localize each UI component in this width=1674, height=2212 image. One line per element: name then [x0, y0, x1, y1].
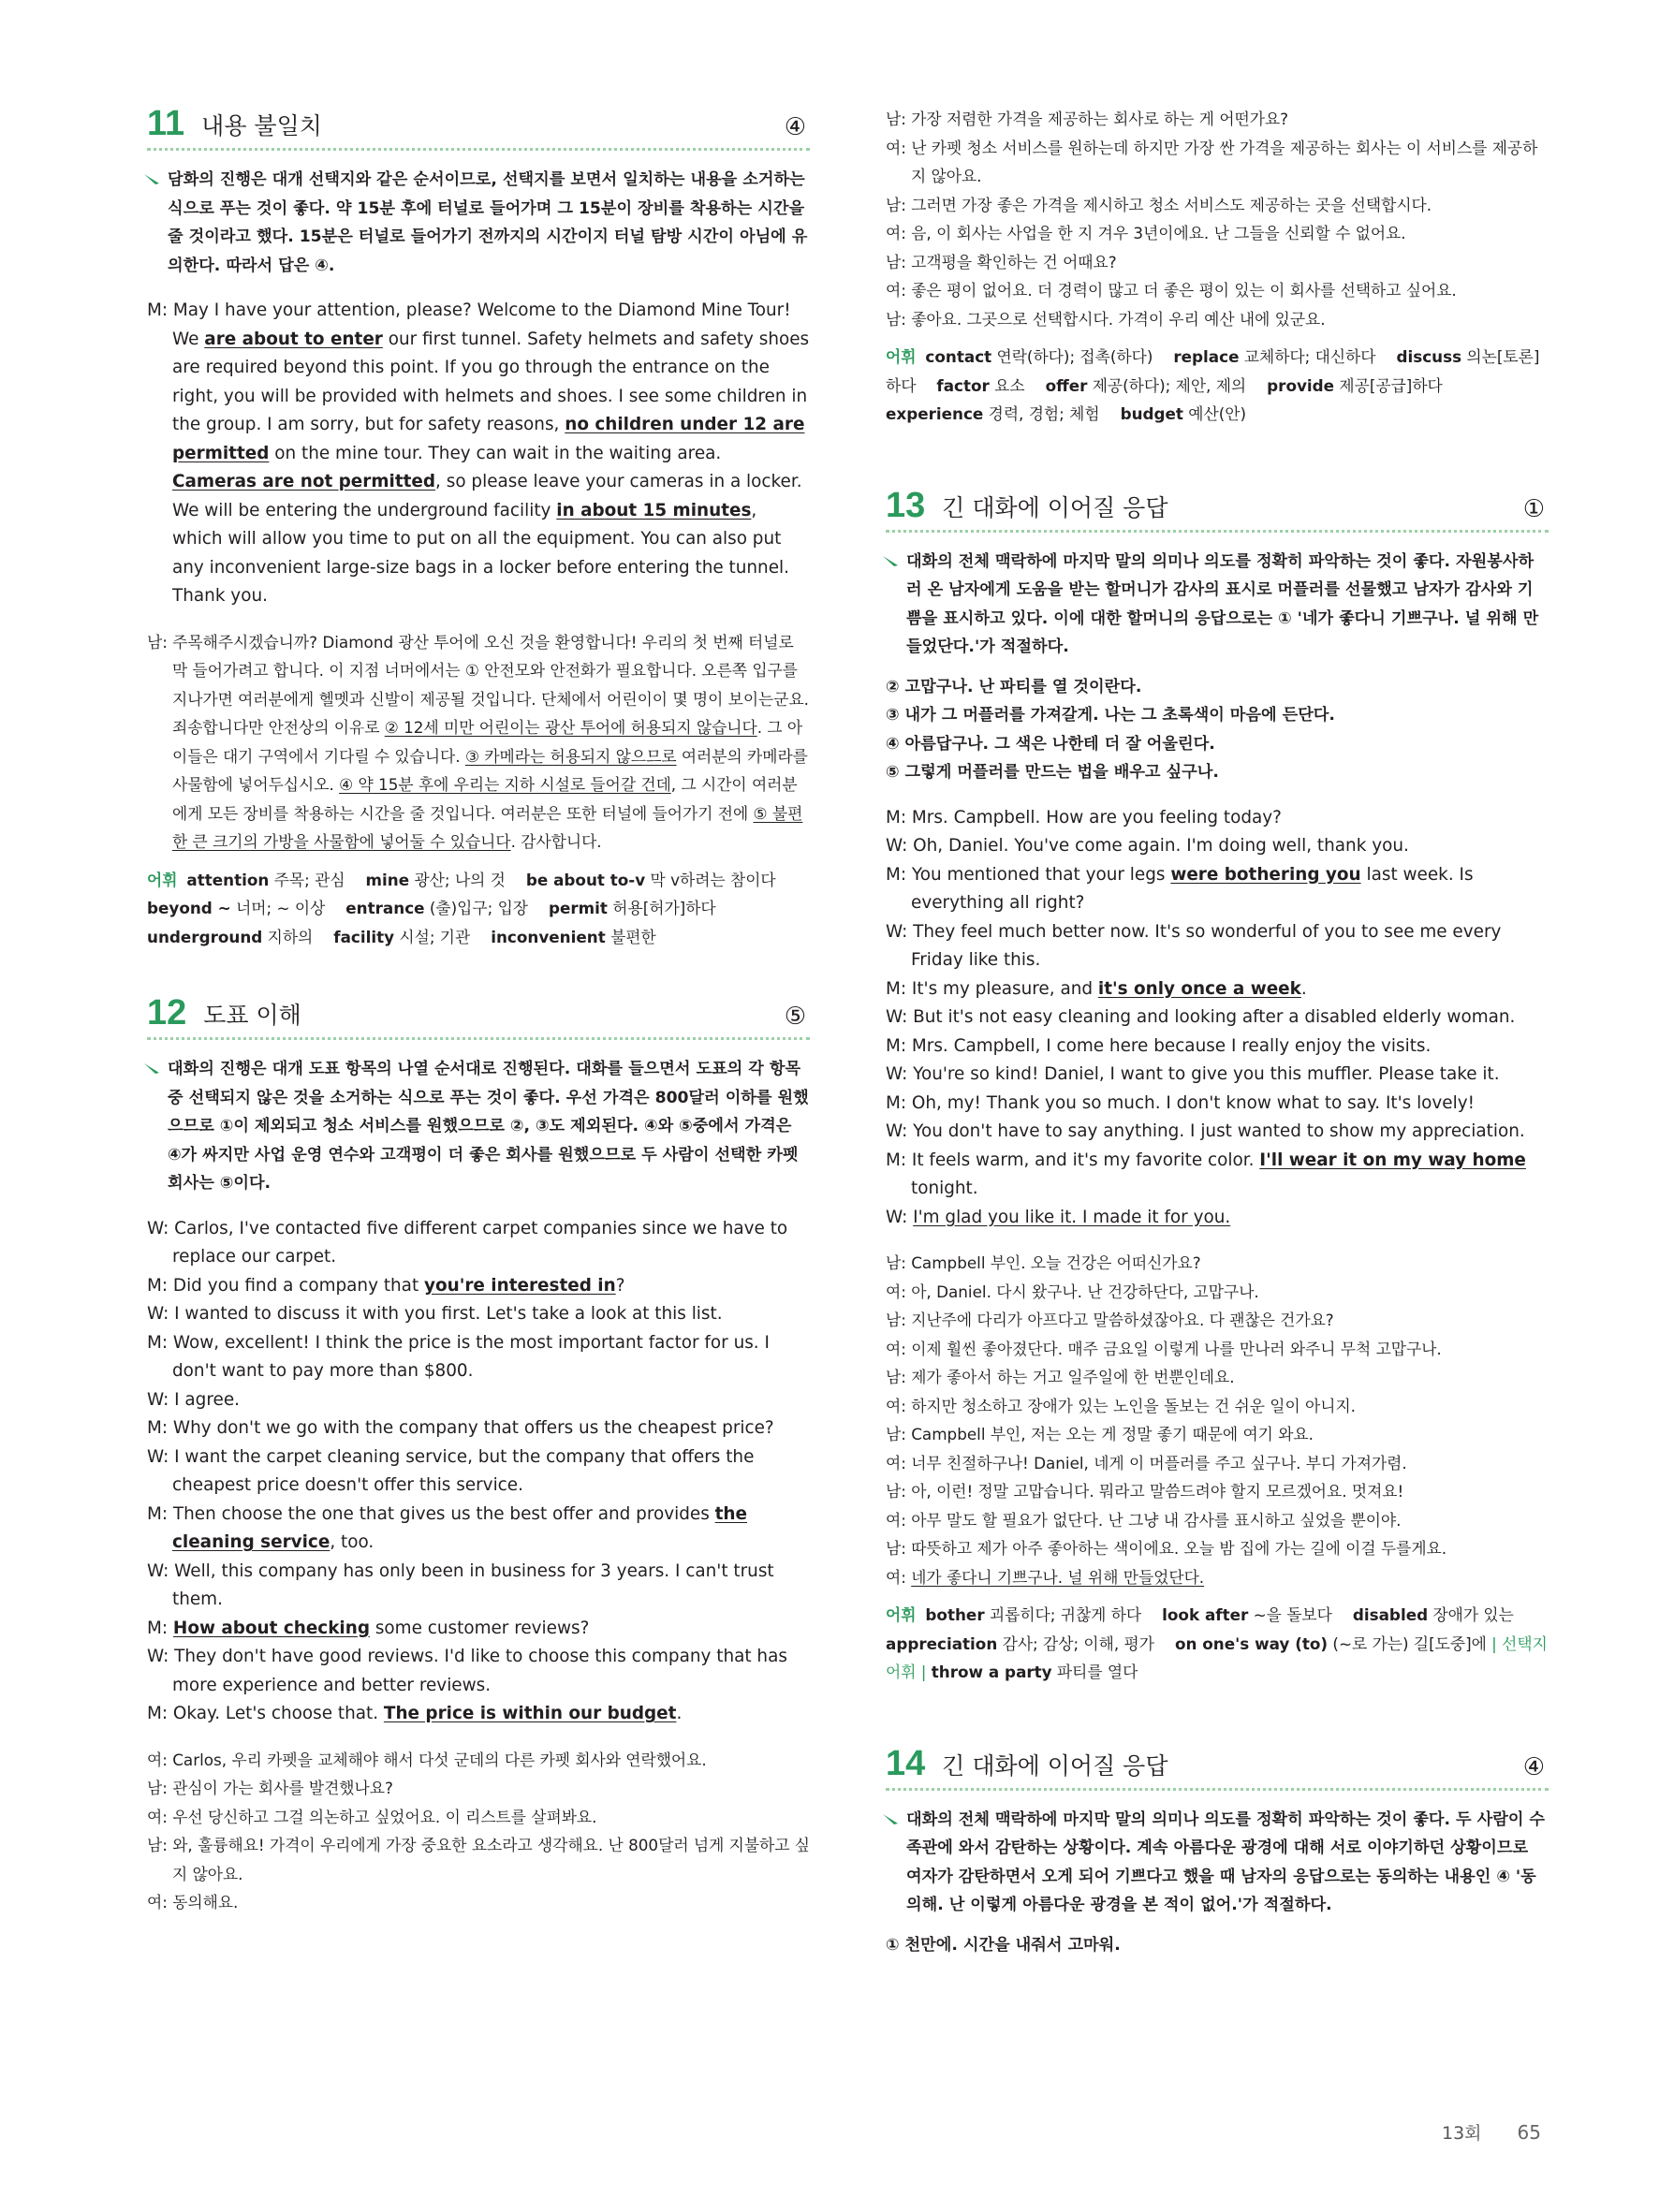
pencil-icon — [143, 172, 160, 185]
option-item: ② 고맙구나. 난 파티를 열 것이란다. — [886, 677, 1142, 696]
vocabulary: 어휘 contact 연락(하다); 접촉(하다) replace 교체하다; 대신하다 discuss 의논[토론]하다 factor 요소 offer 제공(하다); 제안, 제의 provide 제공[공급]하다experience 경력, 경험; 체험 budget 예산(안) — [886, 347, 1540, 423]
dialog-line: 여: 아무 말도 할 필요가 없단다. 난 그냥 내 감사를 표시하고 싶었을 뿐이야. — [886, 1510, 1402, 1530]
pencil-icon — [882, 1812, 899, 1825]
section-number: 12 — [147, 993, 187, 1033]
section-header — [886, 487, 1549, 533]
answer-mark: ⑤ — [784, 1003, 806, 1031]
dialog-line: 남: 관심이 가는 회사를 발견했나요? — [147, 1779, 393, 1797]
answer-mark: ④ — [1522, 1752, 1545, 1781]
dialog-korean — [147, 628, 810, 857]
option-item: ⑤ 그렇게 머플러를 만드는 법을 배우고 싶구나. — [886, 763, 1219, 782]
section-13 — [886, 487, 1549, 1687]
dialog-line: W: I wanted to discuss it with you first. Let's take a look at this list. — [147, 1304, 723, 1324]
dialog-line: M: Then choose the one that gives us the best offer and provides the cleaning service, too. — [147, 1503, 747, 1552]
dialog-line: W: They feel much better now. It's so wonderful of you to see me every Friday like this. — [886, 921, 1502, 970]
dialog-line: 남: 따뜻하고 제가 아주 좋아하는 색이에요. 오늘 밤 집에 가는 길에 이걸 두를게요. — [886, 1539, 1447, 1558]
dialog-line: M: It's my pleasure, and it's only once a week. — [886, 978, 1307, 999]
pencil-icon — [882, 554, 899, 567]
right-column — [886, 105, 1549, 2002]
section-title: 긴 대화에 이어질 응답 — [942, 493, 1168, 521]
dialog-line: M: Mrs. Campbell. How are you feeling today? — [886, 807, 1282, 828]
dialog-korean — [886, 1249, 1549, 1591]
dialog-line: W: They don't have good reviews. I'd like to choose this company that has more experience and better reviews. — [147, 1647, 787, 1695]
section-number: 14 — [886, 1743, 926, 1783]
wrong-options — [886, 1931, 1549, 1960]
dialog-line: 여: 이제 훨씬 좋아졌단다. 매주 금요일 이렇게 나를 만나러 와주니 무척 고맙구나. — [886, 1339, 1442, 1358]
dialog-english — [886, 804, 1549, 1233]
dialog-line: M: Okay. Let's choose that. The price is within our budget. — [147, 1704, 683, 1723]
dialog-line: 남: 고객평을 확인하는 건 어때요? — [886, 252, 1117, 271]
dialog-korean — [886, 105, 1549, 333]
page-number: 65 — [1517, 2121, 1541, 2144]
dialog-line: 여: 너무 친절하구나! Daniel, 네게 이 머플러를 주고 싶구나. 부디 가져가렴. — [886, 1453, 1407, 1472]
section-11 — [147, 105, 810, 951]
section-title: 도표 이해 — [203, 1002, 301, 1029]
dialog-line: M: Oh, my! Thank you so much. I don't know what to say. It's lovely! — [886, 1092, 1475, 1113]
dialog-line: W: Carlos, I've contacted five different carpet companies since we have to replace our carpet. — [147, 1218, 788, 1267]
dialog-line: 여: Carlos, 우리 카펫을 교체해야 해서 다섯 군데의 다른 카펫 회사와 연락했어요. — [147, 1750, 707, 1769]
pencil-icon — [143, 1062, 160, 1075]
dialog-line: M: May I have your attention, please? Welcome to the Diamond Mine Tour! We are about to enter our first tunnel. Safety helmets and safety shoes are required beyond this point. If you go through the entrance on the right, you will be provided with helmets and shoes. I see some children in the group. I am sorry, but for safety reasons, no children under 12 are permitted on the mine tour. They can wait in the waiting area. Cameras are not permitted, so please leave your cameras in a locker. We will be entering the underground facility in about 15 minutes, which will allow you time to put on all the equipment. You can also put any inconvenient large-size bags in a locker before entering the tunnel. Thank you. — [147, 300, 810, 606]
left-column — [147, 105, 810, 1960]
tip-text: 대화의 전체 맥락하에 마지막 말의 의미나 의도를 정확히 파악하는 것이 좋다. 두 사람이 수족관에 와서 감탄하는 상황이다. 계속 아름다운 광경에 대해 서로 이야기하던 상황이므로 여자가 감탄하면서 오게 되어 기쁘다고 했을 때 남자의 응답으로는 동의하는 내용인 ④ '동의해. 난 이렇게 아름다운 광경을 본 적이 없어.'가 적절하다. — [906, 1809, 1546, 1914]
dialog-english — [147, 297, 810, 611]
dialog-korean — [147, 1746, 810, 1917]
section-title: 긴 대화에 이어질 응답 — [942, 1751, 1168, 1780]
solution-tip — [886, 1806, 1549, 1920]
dialog-line: 남: 좋아요. 그곳으로 선택합시다. 가격이 우리 예산 내에 있군요. — [886, 309, 1326, 329]
dialog-line: 남: 와, 훌륭해요! 가격이 우리에게 가장 중요한 요소라고 생각해요. 난 800달러 넘게 지불하고 싶지 않아요. — [147, 1836, 811, 1883]
dialog-line: W: I agree. — [147, 1389, 240, 1410]
dialog-line: 여: 음, 이 회사는 사업을 한 지 겨우 3년이에요. 난 그들을 신뢰할 수 없어요. — [886, 224, 1406, 242]
dialog-line: 여: 우선 당신하고 그걸 의논하고 싶었어요. 이 리스트를 살펴봐요. — [147, 1807, 597, 1826]
section-header — [147, 994, 810, 1040]
dialog-line: W: You don't have to say anything. I just wanted to show my appreciation. — [886, 1121, 1525, 1141]
dialog-line: 남: 그러면 가장 좋은 가격을 제시하고 청소 서비스도 제공하는 곳을 선택합시다. — [886, 195, 1432, 214]
dialog-line: M: Did you find a company that you're interested in? — [147, 1275, 625, 1296]
vocabulary: 어휘 bother 괴롭히다; 귀찮게 하다 look after ~을 돌보다 disabled 장애가 있는 appreciation 감사; 감상; 이해, 평가 on one's way (to) (~로 가는) 길[도중]에 | 선택지 어휘 | throw a party 파티를 열다 — [886, 1605, 1548, 1681]
section-12 — [147, 994, 810, 1917]
dialog-line: 남: 제가 좋아서 하는 거고 일주일에 한 번뿐인데요. — [886, 1368, 1235, 1386]
section-number: 13 — [886, 485, 926, 525]
solution-tip — [147, 166, 810, 280]
dialog-english — [147, 1215, 810, 1729]
section-header — [147, 105, 810, 151]
answer-mark: ① — [1522, 494, 1545, 523]
dialog-line: 남: Campbell 부인, 저는 오는 게 정말 좋기 때문에 여기 와요. — [886, 1425, 1314, 1443]
solution-tip — [147, 1055, 810, 1198]
solution-tip — [886, 548, 1549, 662]
section-header — [886, 1745, 1549, 1791]
option-item: ① 천만에. 시간을 내줘서 고마워. — [886, 1935, 1121, 1955]
option-item: ③ 내가 그 머플러를 가져갈게. 나는 그 초록색이 마음에 든단다. — [886, 706, 1335, 725]
dialog-line: M: Wow, excellent! I think the price is the most important factor for us. I don't want to pay more than $800. — [147, 1332, 770, 1381]
dialog-line: 여: 하지만 청소하고 장애가 있는 노인을 돌보는 건 쉬운 일이 아니지. — [886, 1396, 1357, 1415]
dialog-line: W: Oh, Daniel. You've come again. I'm doing well, thank you. — [886, 836, 1409, 856]
dialog-line: 남: 아, 이런! 정말 고맙습니다. 뭐라고 말씀드려야 할지 모르겠어요. 멋져요! — [886, 1482, 1404, 1501]
wrong-options — [886, 673, 1549, 787]
section-14 — [886, 1745, 1549, 1960]
dialog-line: 여: 동의해요. — [147, 1893, 239, 1912]
dialog-line: M: Mrs. Campbell, I come here because I really enjoy the visits. — [886, 1035, 1432, 1056]
page-footer — [1442, 2119, 1541, 2145]
dialog-line: M: It feels warm, and it's my favorite color. I'll wear it on my way home tonight. — [886, 1150, 1526, 1198]
dialog-line: 남: 주목해주시겠습니까? Diamond 광산 투어에 오신 것을 환영합니다! 우리의 첫 번째 터널로 막 들어가려고 합니다. 이 지점 너머에서는 ① 안전모와 안전화가 필요합니다. 오른쪽 입구를 지나가면 여러분에게 헬멧과 신발이 제공될 것입니다. 단체에서 어린이이 몇 명이 보이는군요. 죄송합니다만 안전상의 이유로 ② 12세 미만 어린이는 광산 투어에 허용되지 않습니다. 그 아이들은 대기 구역에서 기다릴 수 있습니다. ③ 카메라는 허용되지 않으므로 여러분의 카메라를 사물함에 넣어두십시오. ④ 약 15분 후에 우리는 지하 시설로 들어갈 건데, 그 시간이 여러분에게 모든 장비를 착용하는 시간을 줄 것입니다. 여러분은 또한 터널에 들어가기 전에 ⑤ 불편한 큰 크기의 가방을 사물함에 넣어둘 수 있습니다. 감사합니다. — [147, 632, 810, 851]
dialog-line: 여: 난 카펫 청소 서비스를 원하는데 하지만 가장 싼 가격을 제공하는 회사는 이 서비스를 제공하지 않아요. — [886, 138, 1538, 185]
answer-mark: ④ — [784, 113, 806, 141]
dialog-line: 여: 네가 좋다니 기쁘구나. 널 위해 만들었단다. — [886, 1567, 1205, 1587]
dialog-line: 여: 아, Daniel. 다시 왔구나. 난 건강하단다, 고맙구나. — [886, 1282, 1259, 1301]
dialog-line: W: Well, this company has only been in business for 3 years. I can't trust them. — [147, 1560, 774, 1609]
dialog-line: W: I want the carpet cleaning service, but the company that offers the cheapest price doesn't offer this service. — [147, 1446, 755, 1495]
dialog-line: W: But it's not easy cleaning and looking after a disabled elderly woman. — [886, 1007, 1516, 1027]
section-number: 11 — [147, 104, 185, 143]
tip-text: 대화의 진행은 대개 도표 항목의 나열 순서대로 진행된다. 대화를 들으면서 도표의 각 항목 중 선택되지 않은 것을 소거하는 식으로 푸는 것이 좋다. 우선 가격은 800달러 이하를 원했으므로 ①이 제외되고 청소 서비스를 원했으므로 ②, ③도 제외된다. ④와 ⑤중에서 가격은 ④가 싸지만 사업 운영 연수와 고객평이 더 좋은 회사를 원했으므로 두 사람이 선택한 카펫 회사는 ⑤이다. — [168, 1060, 809, 1193]
dialog-line: 여: 좋은 평이 없어요. 더 경력이 많고 더 좋은 평이 있는 이 회사를 선택하고 싶어요. — [886, 281, 1457, 300]
tip-text: 대화의 전체 맥락하에 마지막 말의 의미나 의도를 정확히 파악하는 것이 좋다. 자원봉사하러 온 남자에게 도움을 받는 할머니가 감사의 표시로 머플러를 선물했고 남자가 감사와 기쁨을 표시하고 있다. 이에 대한 할머니의 응답으로는 ① '네가 좋다니 기쁘구나. 널 위해 만들었단다.'가 적절하다. — [906, 551, 1539, 656]
option-item: ④ 아름답구나. 그 색은 나한테 더 잘 어울린다. — [886, 734, 1215, 754]
dialog-line: M: How about checking some customer reviews? — [147, 1618, 590, 1638]
dialog-line: 남: 가장 저렴한 가격을 제공하는 회사로 하는 게 어떤가요? — [886, 110, 1289, 128]
round-label: 13회 — [1442, 2123, 1482, 2144]
tip-text: 담화의 진행은 대개 선택지와 같은 순서이므로, 선택지를 보면서 일치하는 내용을 소거하는 식으로 푸는 것이 좋다. 약 15분 후에 터널로 들어가며 그 15분이 장비를 착용하는 시간을 줄 것이라고 했다. 15분은 터널로 들어가기 전까지의 시간이지 터널 탐방 시간이 아님에 유의한다. 따라서 답은 ④. — [168, 170, 808, 275]
section-title: 내용 불일치 — [201, 112, 322, 139]
dialog-line: 남: 지난주에 다리가 아프다고 말씀하셨잖아요. 다 괜찮은 건가요? — [886, 1311, 1334, 1329]
dialog-line: M: Why don't we go with the company that offers us the cheapest price? — [147, 1418, 774, 1438]
section-12-continued — [886, 105, 1549, 429]
dialog-line: W: You're so kind! Daniel, I want to give you this muffler. Please take it. — [886, 1064, 1500, 1084]
vocabulary: 어휘 attention 주목; 관심 mine 광산; 나의 것 be about to-v 막 v하려는 참이다 beyond ~ 너머; ~ 이상 entrance (출)입구; 입장 permit 허용[허가]하다 underground 지하의 facility 시설; 기관 inconvenient 불편한 — [147, 870, 776, 946]
dialog-line: 남: Campbell 부인. 오늘 건강은 어떠신가요? — [886, 1253, 1201, 1272]
dialog-line: M: You mentioned that your legs were bothering you last week. Is everything all right? — [886, 864, 1474, 913]
dialog-line: W: I'm glad you like it. I made it for you. — [886, 1207, 1231, 1227]
